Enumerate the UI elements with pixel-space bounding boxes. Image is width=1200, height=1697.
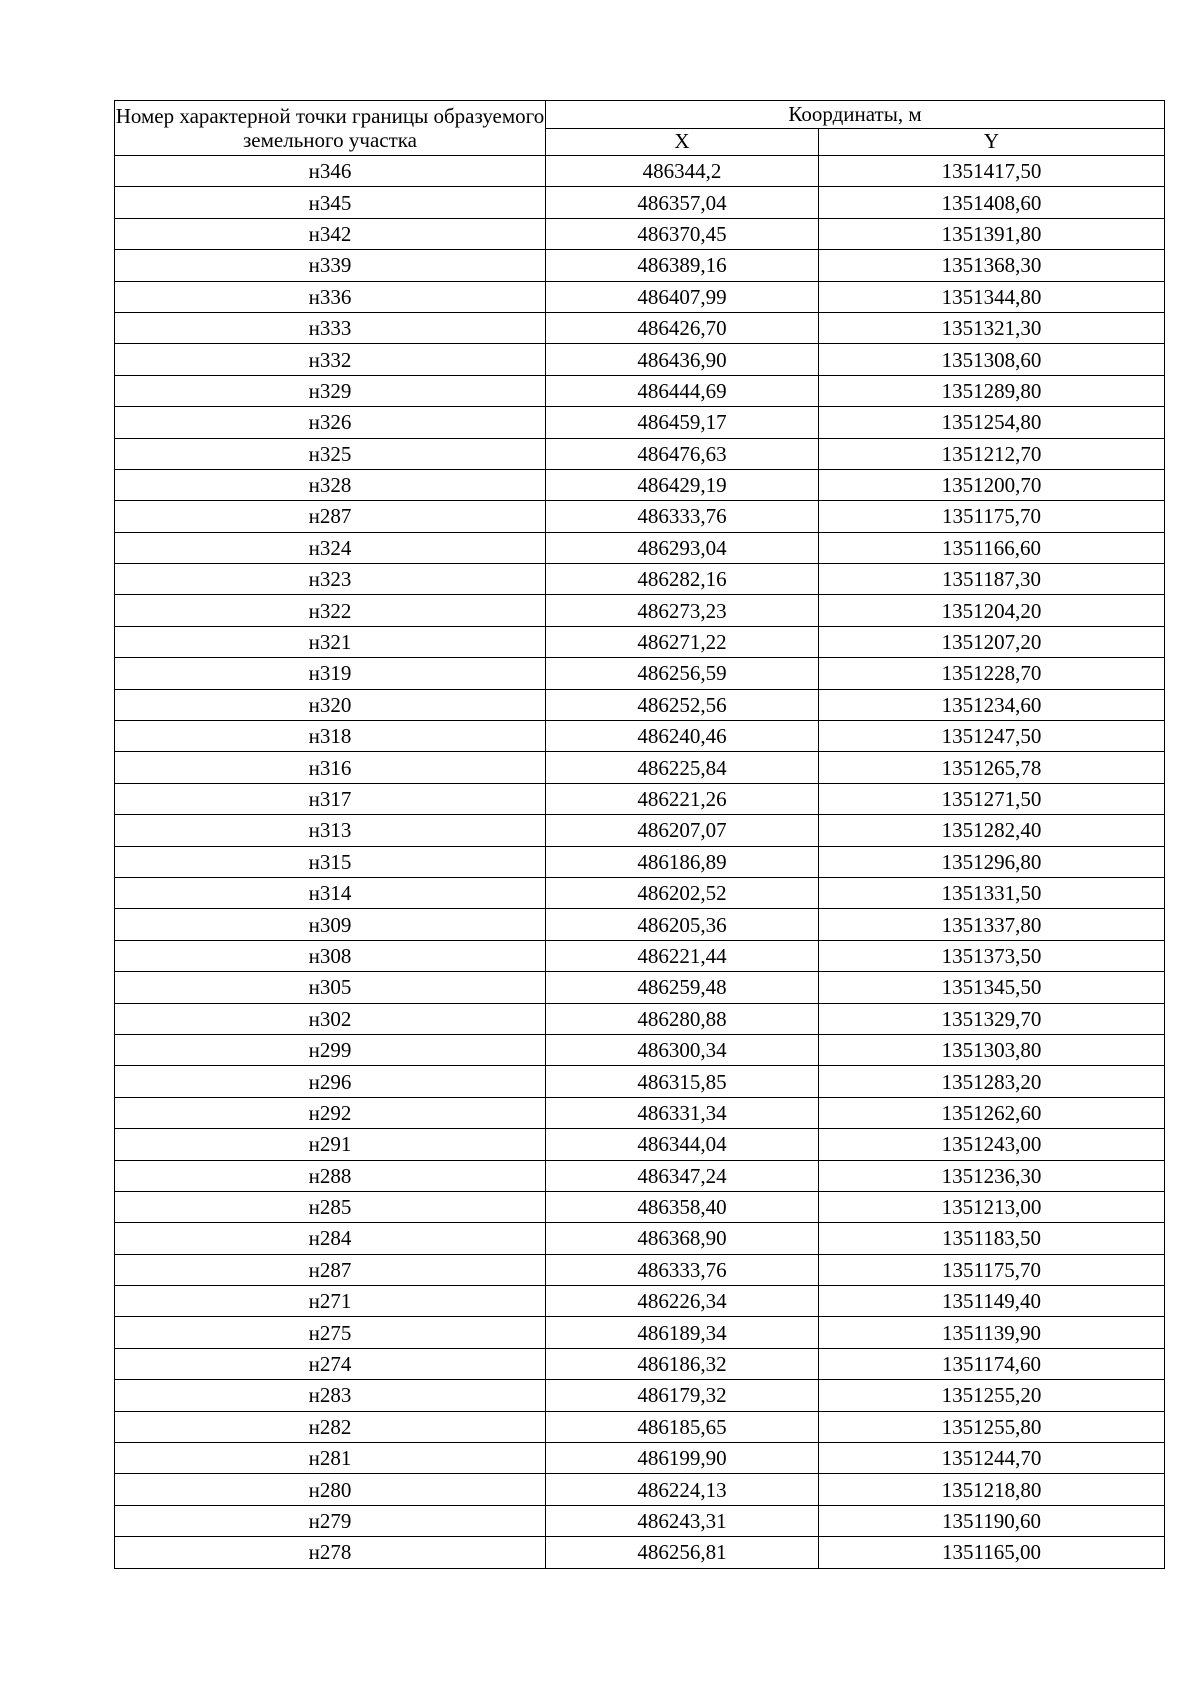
y-coordinate-cell: 1351243,00 — [819, 1129, 1165, 1160]
point-number-cell: н332 — [115, 344, 546, 375]
x-coordinate-cell: 486407,99 — [546, 281, 819, 312]
y-coordinate-cell: 1351271,50 — [819, 783, 1165, 814]
y-coordinate-cell: 1351204,20 — [819, 595, 1165, 626]
x-coordinate-cell: 486185,65 — [546, 1411, 819, 1442]
y-coordinate-cell: 1351321,30 — [819, 312, 1165, 343]
point-number-cell: н314 — [115, 877, 546, 908]
table-row — [115, 250, 1165, 281]
x-coordinate-cell: 486358,40 — [546, 1191, 819, 1222]
y-coordinate-cell: 1351391,80 — [819, 218, 1165, 249]
y-coordinate-cell: 1351344,80 — [819, 281, 1165, 312]
point-number-cell: н319 — [115, 658, 546, 689]
point-number-cell: н315 — [115, 846, 546, 877]
point-number-cell: н283 — [115, 1380, 546, 1411]
y-coordinate-cell: 1351255,80 — [819, 1411, 1165, 1442]
y-coordinate-cell: 1351183,50 — [819, 1223, 1165, 1254]
x-coordinate-cell: 486280,88 — [546, 1003, 819, 1034]
x-coordinate-cell: 486347,24 — [546, 1160, 819, 1191]
point-number-cell: н287 — [115, 501, 546, 532]
point-number-cell: н287 — [115, 1254, 546, 1285]
point-number-cell: н281 — [115, 1443, 546, 1474]
y-coordinate-cell: 1351207,20 — [819, 626, 1165, 657]
y-coordinate-cell: 1351373,50 — [819, 940, 1165, 971]
table-row — [115, 1286, 1165, 1317]
x-coordinate-cell: 486344,04 — [546, 1129, 819, 1160]
y-coordinate-cell: 1351417,50 — [819, 156, 1165, 187]
point-number-cell: н345 — [115, 187, 546, 218]
table-row — [115, 281, 1165, 312]
point-number-cell: н284 — [115, 1223, 546, 1254]
header-y: Y — [819, 128, 1165, 156]
point-number-cell: н279 — [115, 1505, 546, 1536]
x-coordinate-cell: 486186,32 — [546, 1348, 819, 1379]
x-coordinate-cell: 486333,76 — [546, 1254, 819, 1285]
table-row — [115, 1003, 1165, 1034]
table-row — [115, 1537, 1165, 1568]
point-number-cell: н317 — [115, 783, 546, 814]
x-coordinate-cell: 486344,2 — [546, 156, 819, 187]
x-coordinate-cell: 486459,17 — [546, 407, 819, 438]
table-row — [115, 1223, 1165, 1254]
y-coordinate-cell: 1351337,80 — [819, 909, 1165, 940]
y-coordinate-cell: 1351139,90 — [819, 1317, 1165, 1348]
point-number-cell: н346 — [115, 156, 546, 187]
point-number-cell: н339 — [115, 250, 546, 281]
y-coordinate-cell: 1351218,80 — [819, 1474, 1165, 1505]
table-row — [115, 626, 1165, 657]
x-coordinate-cell: 486436,90 — [546, 344, 819, 375]
table-row — [115, 815, 1165, 846]
table-row — [115, 532, 1165, 563]
table-row — [115, 1348, 1165, 1379]
table-row — [115, 407, 1165, 438]
point-number-cell: н320 — [115, 689, 546, 720]
point-number-cell: н328 — [115, 469, 546, 500]
table-row — [115, 187, 1165, 218]
point-number-cell: н292 — [115, 1097, 546, 1128]
point-number-cell: н274 — [115, 1348, 546, 1379]
y-coordinate-cell: 1351255,20 — [819, 1380, 1165, 1411]
x-coordinate-cell: 486389,16 — [546, 250, 819, 281]
table-row — [115, 1129, 1165, 1160]
point-number-cell: н305 — [115, 972, 546, 1003]
table-row — [115, 909, 1165, 940]
y-coordinate-cell: 1351289,80 — [819, 375, 1165, 406]
point-number-cell: н302 — [115, 1003, 546, 1034]
x-coordinate-cell: 486207,07 — [546, 815, 819, 846]
x-coordinate-cell: 486315,85 — [546, 1066, 819, 1097]
x-coordinate-cell: 486370,45 — [546, 218, 819, 249]
table-row — [115, 1066, 1165, 1097]
x-coordinate-cell: 486202,52 — [546, 877, 819, 908]
table-row — [115, 1097, 1165, 1128]
point-number-cell: н342 — [115, 218, 546, 249]
point-number-cell: н326 — [115, 407, 546, 438]
table-row — [115, 156, 1165, 187]
point-number-cell: н280 — [115, 1474, 546, 1505]
point-number-cell: н278 — [115, 1537, 546, 1568]
table-row — [115, 1191, 1165, 1222]
y-coordinate-cell: 1351345,50 — [819, 972, 1165, 1003]
y-coordinate-cell: 1351149,40 — [819, 1286, 1165, 1317]
point-number-cell: н285 — [115, 1191, 546, 1222]
table-row — [115, 1443, 1165, 1474]
x-coordinate-cell: 486368,90 — [546, 1223, 819, 1254]
y-coordinate-cell: 1351244,70 — [819, 1443, 1165, 1474]
table-row — [115, 658, 1165, 689]
y-coordinate-cell: 1351296,80 — [819, 846, 1165, 877]
x-coordinate-cell: 486252,56 — [546, 689, 819, 720]
y-coordinate-cell: 1351228,70 — [819, 658, 1165, 689]
x-coordinate-cell: 486243,31 — [546, 1505, 819, 1536]
point-number-cell: н318 — [115, 721, 546, 752]
point-number-cell: н309 — [115, 909, 546, 940]
x-coordinate-cell: 486259,48 — [546, 972, 819, 1003]
x-coordinate-cell: 486199,90 — [546, 1443, 819, 1474]
x-coordinate-cell: 486186,89 — [546, 846, 819, 877]
header-x: X — [546, 128, 819, 156]
y-coordinate-cell: 1351329,70 — [819, 1003, 1165, 1034]
point-number-cell: н324 — [115, 532, 546, 563]
table-row — [115, 1034, 1165, 1065]
x-coordinate-cell: 486357,04 — [546, 187, 819, 218]
table-row — [115, 972, 1165, 1003]
table-row — [115, 469, 1165, 500]
y-coordinate-cell: 1351174,60 — [819, 1348, 1165, 1379]
y-coordinate-cell: 1351265,78 — [819, 752, 1165, 783]
y-coordinate-cell: 1351175,70 — [819, 1254, 1165, 1285]
table-row — [115, 1505, 1165, 1536]
y-coordinate-cell: 1351190,60 — [819, 1505, 1165, 1536]
x-coordinate-cell: 486426,70 — [546, 312, 819, 343]
point-number-cell: н296 — [115, 1066, 546, 1097]
table-row — [115, 312, 1165, 343]
x-coordinate-cell: 486189,34 — [546, 1317, 819, 1348]
y-coordinate-cell: 1351200,70 — [819, 469, 1165, 500]
point-number-cell: н271 — [115, 1286, 546, 1317]
x-coordinate-cell: 486225,84 — [546, 752, 819, 783]
y-coordinate-cell: 1351236,30 — [819, 1160, 1165, 1191]
y-coordinate-cell: 1351175,70 — [819, 501, 1165, 532]
y-coordinate-cell: 1351303,80 — [819, 1034, 1165, 1065]
table-row — [115, 344, 1165, 375]
table-row — [115, 218, 1165, 249]
point-number-cell: н325 — [115, 438, 546, 469]
point-number-cell: н291 — [115, 1129, 546, 1160]
point-number-cell: н275 — [115, 1317, 546, 1348]
table-row — [115, 375, 1165, 406]
table-row — [115, 595, 1165, 626]
x-coordinate-cell: 486271,22 — [546, 626, 819, 657]
table-row — [115, 1317, 1165, 1348]
table-row — [115, 564, 1165, 595]
table-row — [115, 752, 1165, 783]
table-row — [115, 438, 1165, 469]
y-coordinate-cell: 1351368,30 — [819, 250, 1165, 281]
point-number-cell: н323 — [115, 564, 546, 595]
table-row — [115, 1411, 1165, 1442]
point-number-cell: н322 — [115, 595, 546, 626]
table-header — [115, 101, 1165, 156]
y-coordinate-cell: 1351308,60 — [819, 344, 1165, 375]
x-coordinate-cell: 486333,76 — [546, 501, 819, 532]
y-coordinate-cell: 1351262,60 — [819, 1097, 1165, 1128]
x-coordinate-cell: 486205,36 — [546, 909, 819, 940]
x-coordinate-cell: 486179,32 — [546, 1380, 819, 1411]
table-row — [115, 689, 1165, 720]
point-number-cell: н329 — [115, 375, 546, 406]
y-coordinate-cell: 1351247,50 — [819, 721, 1165, 752]
point-number-cell: н288 — [115, 1160, 546, 1191]
point-number-cell: н299 — [115, 1034, 546, 1065]
y-coordinate-cell: 1351187,30 — [819, 564, 1165, 595]
table-row — [115, 846, 1165, 877]
point-number-cell: н308 — [115, 940, 546, 971]
x-coordinate-cell: 486444,69 — [546, 375, 819, 406]
y-coordinate-cell: 1351212,70 — [819, 438, 1165, 469]
y-coordinate-cell: 1351283,20 — [819, 1066, 1165, 1097]
x-coordinate-cell: 486429,19 — [546, 469, 819, 500]
table-row — [115, 721, 1165, 752]
header-coordinates: Координаты, м — [546, 101, 1165, 129]
x-coordinate-cell: 486221,26 — [546, 783, 819, 814]
table-row — [115, 501, 1165, 532]
point-number-cell: н316 — [115, 752, 546, 783]
x-coordinate-cell: 486240,46 — [546, 721, 819, 752]
x-coordinate-cell: 486282,16 — [546, 564, 819, 595]
x-coordinate-cell: 486256,59 — [546, 658, 819, 689]
table-row — [115, 1160, 1165, 1191]
table-row — [115, 877, 1165, 908]
coordinates-table — [114, 100, 1165, 1569]
x-coordinate-cell: 486221,44 — [546, 940, 819, 971]
y-coordinate-cell: 1351254,80 — [819, 407, 1165, 438]
header-point-number: Номер характерной точки границы образуемого земельного участка — [115, 101, 546, 156]
table-row — [115, 1254, 1165, 1285]
table-row — [115, 783, 1165, 814]
point-number-cell: н313 — [115, 815, 546, 846]
x-coordinate-cell: 486226,34 — [546, 1286, 819, 1317]
x-coordinate-cell: 486300,34 — [546, 1034, 819, 1065]
x-coordinate-cell: 486331,34 — [546, 1097, 819, 1128]
table-body — [115, 156, 1165, 1569]
point-number-cell: н336 — [115, 281, 546, 312]
x-coordinate-cell: 486224,13 — [546, 1474, 819, 1505]
y-coordinate-cell: 1351408,60 — [819, 187, 1165, 218]
y-coordinate-cell: 1351165,00 — [819, 1537, 1165, 1568]
y-coordinate-cell: 1351234,60 — [819, 689, 1165, 720]
table-row — [115, 1474, 1165, 1505]
y-coordinate-cell: 1351166,60 — [819, 532, 1165, 563]
x-coordinate-cell: 486476,63 — [546, 438, 819, 469]
table-row — [115, 1380, 1165, 1411]
x-coordinate-cell: 486293,04 — [546, 532, 819, 563]
x-coordinate-cell: 486256,81 — [546, 1537, 819, 1568]
y-coordinate-cell: 1351213,00 — [819, 1191, 1165, 1222]
x-coordinate-cell: 486273,23 — [546, 595, 819, 626]
table-row — [115, 940, 1165, 971]
point-number-cell: н321 — [115, 626, 546, 657]
point-number-cell: н333 — [115, 312, 546, 343]
y-coordinate-cell: 1351282,40 — [819, 815, 1165, 846]
point-number-cell: н282 — [115, 1411, 546, 1442]
y-coordinate-cell: 1351331,50 — [819, 877, 1165, 908]
